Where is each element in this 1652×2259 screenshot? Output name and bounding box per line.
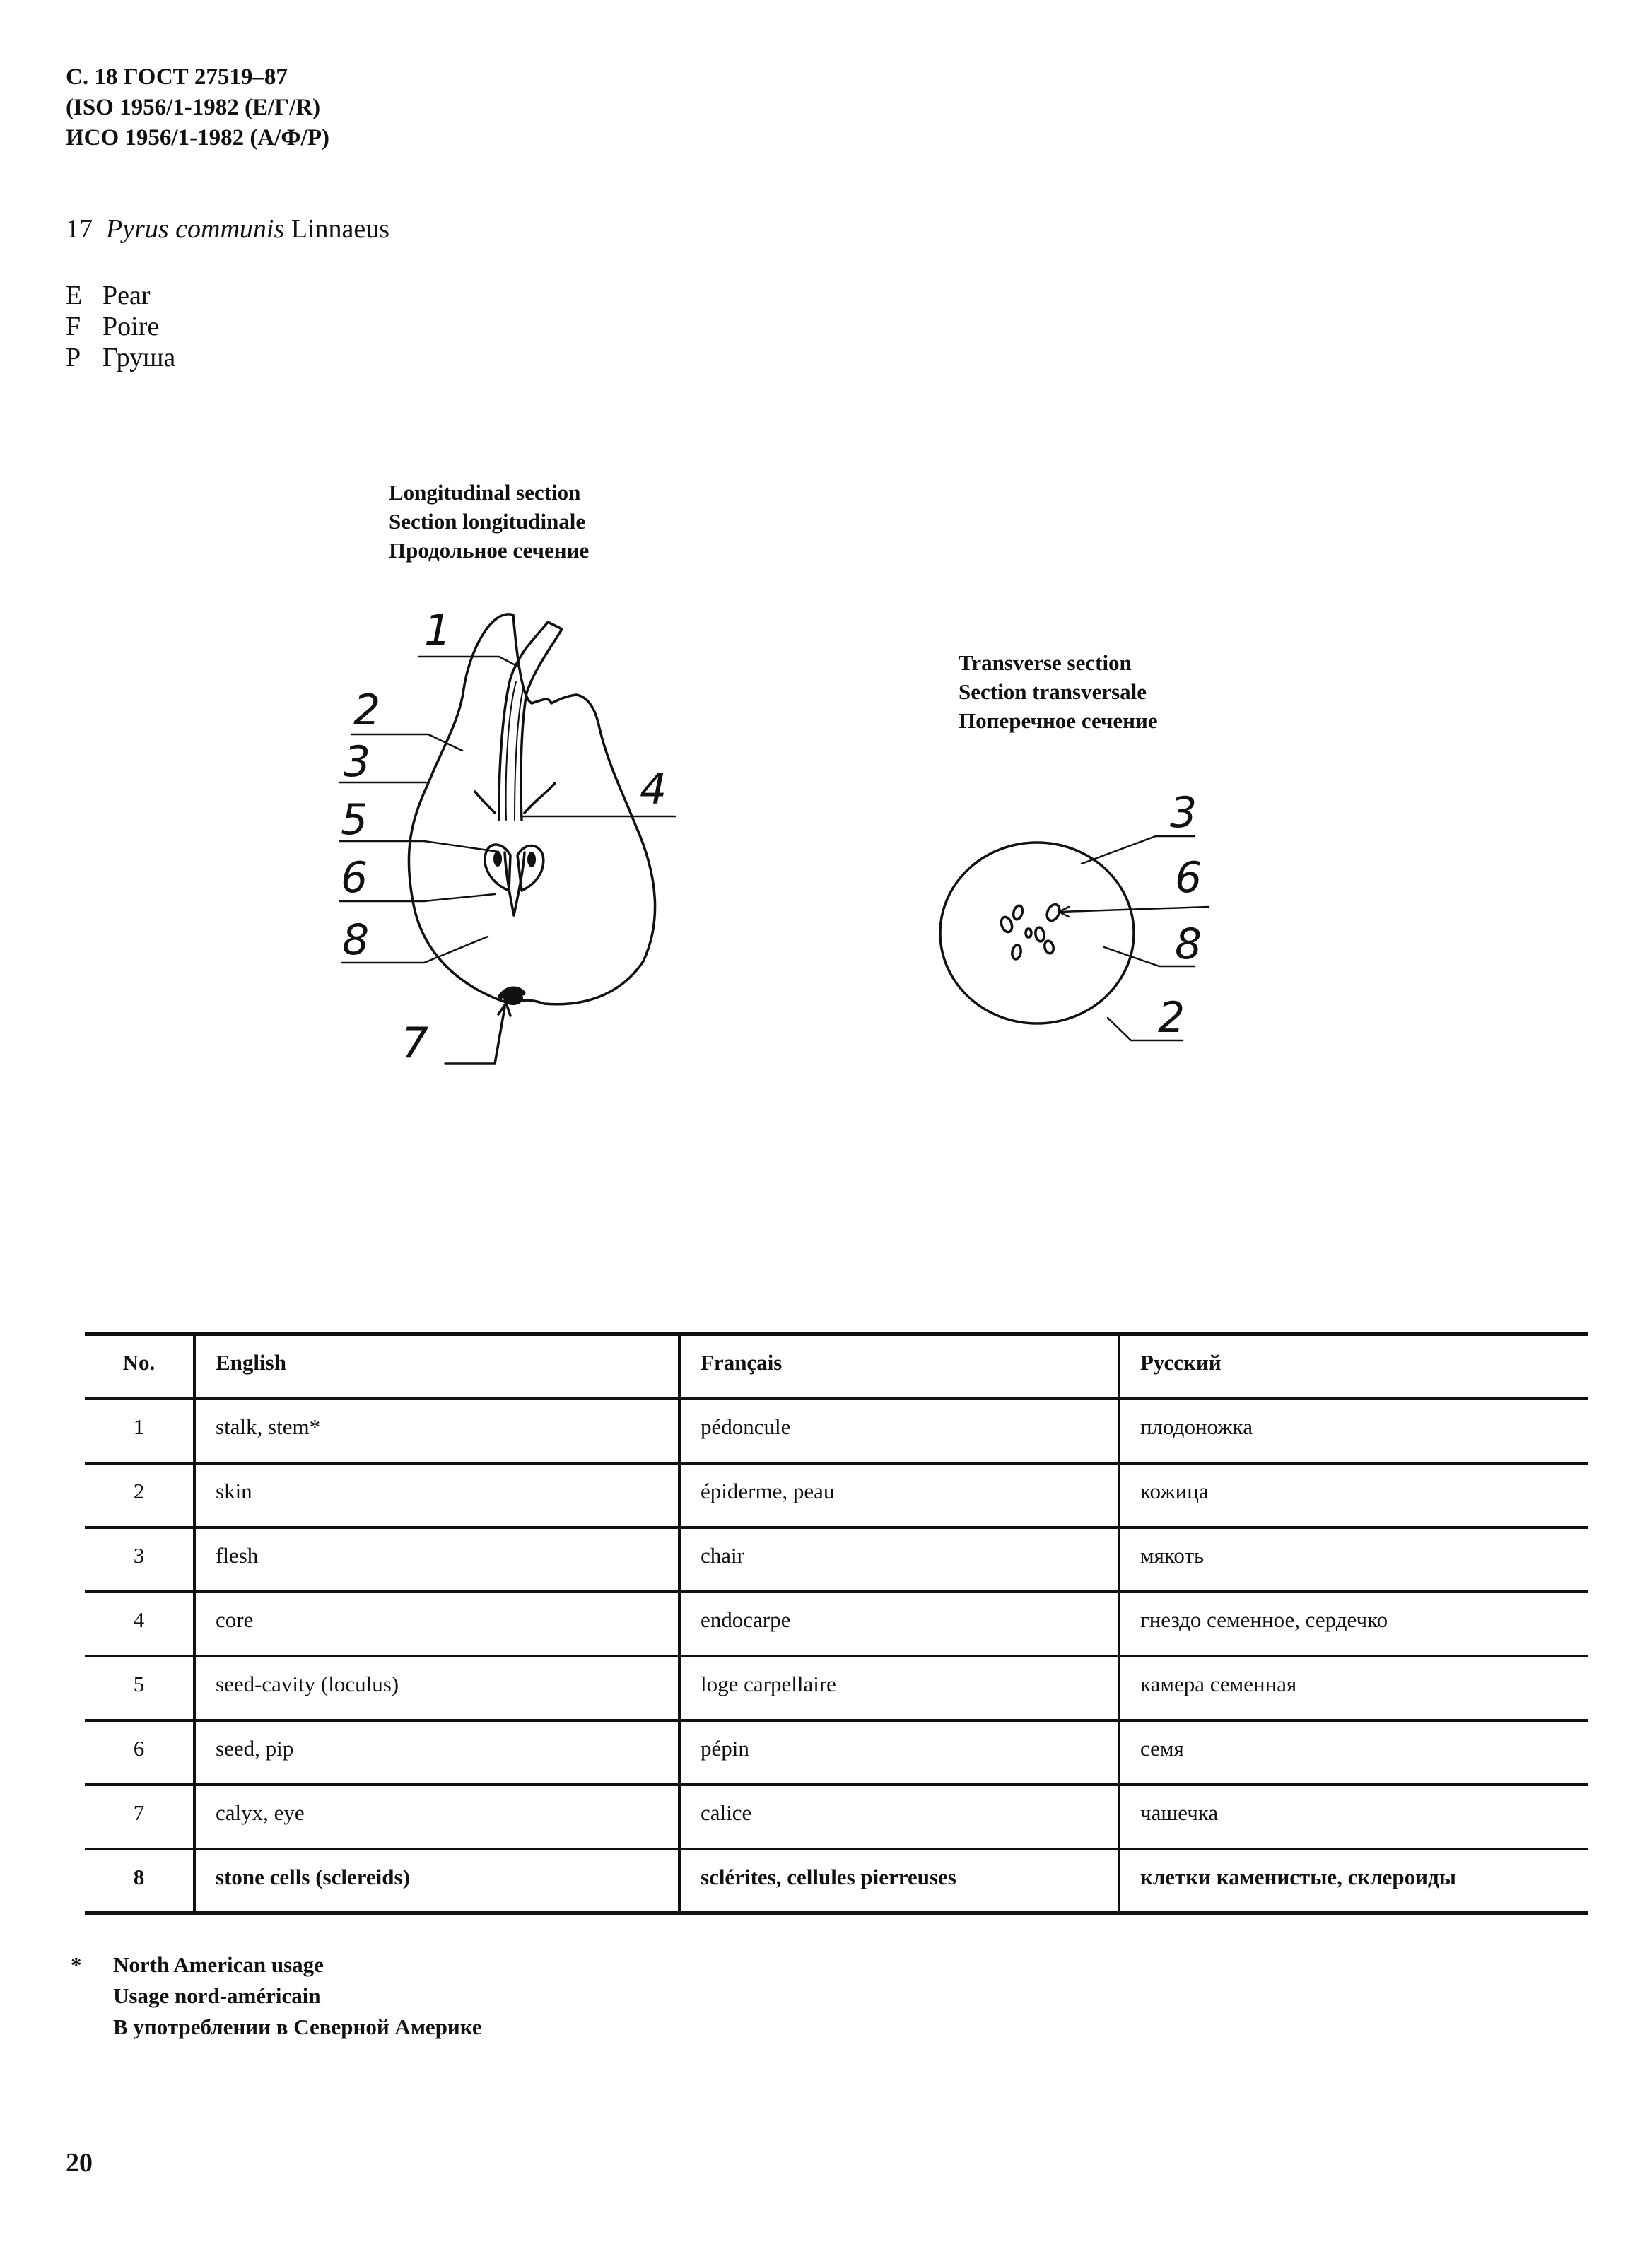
table-row [85,1463,1588,1527]
cell-number: 5 [85,1656,194,1720]
column-header-number: No. [85,1334,194,1399]
column-header-french: Français [679,1334,1119,1399]
pear-longitudinal-drawing [409,614,655,1064]
calyx-arrow [445,1007,505,1064]
footnote [71,1949,482,2043]
species-number: 17 [66,214,93,244]
common-name-french: F Poire [66,312,160,341]
cell-french: épiderme, peau [679,1463,1119,1527]
terms-table [85,1332,1588,1915]
cell-number: 4 [85,1592,194,1656]
table-row [85,1656,1588,1720]
cell-russian: семя [1119,1720,1588,1785]
table-row [85,1399,1588,1463]
callout-7: 7 [402,1019,429,1068]
seed-right-icon [527,852,536,867]
cell-french: calice [679,1785,1119,1849]
header-line-1: С. 18 ГОСТ 27519–87 [66,64,288,90]
cell-english: seed-cavity (loculus) [194,1656,679,1720]
cell-french: endocarpe [679,1592,1119,1656]
header-line-2: (ISO 1956/1-1982 (Е/Г/R) [66,95,321,120]
cell-russian: чашечка [1119,1785,1588,1849]
cell-number: 8 [85,1849,194,1913]
longitudinal-caption: Longitudinal section Section longitudinale Продольное сечение [389,480,590,563]
stalk [499,622,562,820]
pear-longitudinal-fills [493,851,536,1005]
callout-1: 1 [424,606,452,655]
cell-number: 7 [85,1785,194,1849]
header-line-3: ИСО 1956/1-1982 (А/Ф/Р) [66,125,329,151]
callout-2: 2 [353,686,381,735]
calyx-icon [503,991,523,1005]
cell-russian: гнездо семенное, сердечко [1119,1592,1588,1656]
cell-english: seed, pip [194,1720,679,1785]
page-number: 20 [66,2148,93,2178]
footnote-line-2: Usage nord-américain [113,1983,321,2008]
transverse-caption: Transverse section Section transversale Поперечное сечение [959,650,1158,733]
callout-6: 6 [341,853,368,903]
cell-number: 3 [85,1527,194,1592]
cell-russian: камера семенная [1119,1656,1588,1720]
cell-english: core [194,1592,679,1656]
transverse-callouts [1158,788,1202,1043]
table-row [85,1849,1588,1913]
tcallout-8: 8 [1175,920,1202,969]
pear-outline [409,614,655,1004]
table-row [85,1720,1588,1785]
column-header-english: English [194,1334,679,1399]
callout-5: 5 [341,795,368,845]
footnote-marker: * [71,1952,82,1977]
footnote-line-3: В употреблении в Северной Америке [113,2014,482,2039]
cell-russian: клетки каменистые, склероиды [1119,1849,1588,1913]
cell-french: chair [679,1527,1119,1592]
cell-russian: мякоть [1119,1527,1588,1592]
cell-russian: плодоножка [1119,1399,1588,1463]
cell-french: loge carpellaire [679,1656,1119,1720]
table-row [85,1592,1588,1656]
cell-number: 2 [85,1463,194,1527]
cell-english: calyx, eye [194,1785,679,1849]
table-row [85,1785,1588,1849]
column-header-russian: Русский [1119,1334,1588,1399]
cell-number: 6 [85,1720,194,1785]
tcallout-2: 2 [1158,993,1185,1043]
cell-number: 1 [85,1399,194,1463]
callout-3: 3 [344,737,371,787]
tcallout-3: 3 [1170,788,1197,838]
common-name-english: E Pear [66,281,151,310]
callout-8: 8 [342,915,370,965]
tcallout-6: 6 [1175,853,1202,903]
transverse-outline [940,843,1134,1023]
cell-english: stone cells (sclereids) [194,1849,679,1913]
species-author: Linnaeus [291,214,390,244]
cell-french: sclérites, cellules pierreuses [679,1849,1119,1913]
tleader-6 [1060,907,1209,912]
species-latin-name: Pyrus communis [106,214,285,244]
pear-transverse-drawing [940,843,1134,1023]
footnote-line-1: North American usage [113,1952,324,1977]
table-header-row [85,1334,1588,1399]
table-row [85,1527,1588,1592]
cell-english: skin [194,1463,679,1527]
cell-french: pédoncule [679,1399,1119,1463]
common-name-russian: P Груша [66,343,176,372]
cell-english: stalk, stem* [194,1399,679,1463]
longitudinal-leader-lines [339,657,675,963]
callout-4: 4 [640,765,667,814]
cell-english: flesh [194,1527,679,1592]
cell-french: pépin [679,1720,1119,1785]
seed-left-icon [493,851,502,867]
cell-russian: кожица [1119,1463,1588,1527]
